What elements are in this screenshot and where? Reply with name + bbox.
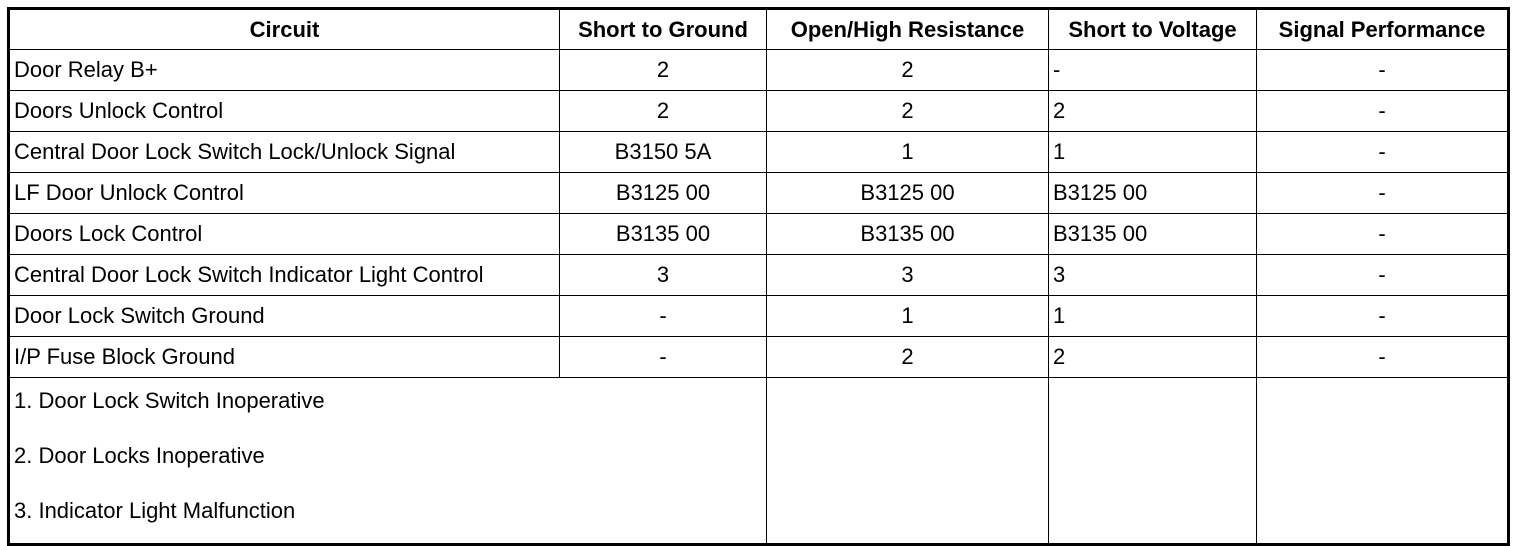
- notes-row: [9, 378, 1509, 545]
- note-item: 2. Door Locks Inoperative: [14, 443, 265, 468]
- header-row: [9, 9, 1509, 50]
- table-row: [9, 173, 1509, 214]
- header-short-to-ground: Short to Ground: [560, 9, 767, 50]
- header-signal-performance: Signal Performance: [1257, 9, 1509, 50]
- table-row: [9, 255, 1509, 296]
- short-to-voltage-cell: 2: [1049, 91, 1257, 132]
- table-row: [9, 50, 1509, 91]
- open-high-resistance-cell: 2: [767, 91, 1049, 132]
- open-high-resistance-cell: 2: [767, 337, 1049, 378]
- short-to-ground-cell: -: [560, 296, 767, 337]
- open-high-resistance-cell: B3135 00: [767, 214, 1049, 255]
- signal-performance-cell: -: [1257, 50, 1509, 91]
- empty-cell: [1257, 378, 1509, 545]
- header-circuit: Circuit: [9, 9, 560, 50]
- open-high-resistance-cell: 2: [767, 50, 1049, 91]
- open-high-resistance-cell: B3125 00: [767, 173, 1049, 214]
- signal-performance-cell: -: [1257, 91, 1509, 132]
- notes-cell: [9, 378, 767, 545]
- header-open-high-resistance: Open/High Resistance: [767, 9, 1049, 50]
- signal-performance-cell: -: [1257, 132, 1509, 173]
- short-to-voltage-cell: B3125 00: [1049, 173, 1257, 214]
- table-row: [9, 296, 1509, 337]
- signal-performance-cell: -: [1257, 255, 1509, 296]
- short-to-voltage-cell: 3: [1049, 255, 1257, 296]
- short-to-voltage-cell: 1: [1049, 296, 1257, 337]
- table-row: [9, 214, 1509, 255]
- empty-cell: [1049, 378, 1257, 545]
- short-to-ground-cell: B3135 00: [560, 214, 767, 255]
- short-to-voltage-cell: 1: [1049, 132, 1257, 173]
- circuit-name: LF Door Unlock Control: [9, 173, 560, 214]
- signal-performance-cell: -: [1257, 173, 1509, 214]
- circuit-fault-table: [7, 7, 1510, 546]
- short-to-voltage-cell: -: [1049, 50, 1257, 91]
- table-row: [9, 132, 1509, 173]
- header-short-to-voltage: Short to Voltage: [1049, 9, 1257, 50]
- circuit-name: Door Lock Switch Ground: [9, 296, 560, 337]
- open-high-resistance-cell: 1: [767, 132, 1049, 173]
- short-to-ground-cell: 2: [560, 50, 767, 91]
- note-item: 3. Indicator Light Malfunction: [14, 498, 296, 523]
- empty-cell: [767, 378, 1049, 545]
- circuit-name: Central Door Lock Switch Indicator Light Control: [9, 255, 560, 296]
- circuit-name: Central Door Lock Switch Lock/Unlock Signal: [9, 132, 560, 173]
- signal-performance-cell: -: [1257, 337, 1509, 378]
- short-to-ground-cell: B3150 5A: [560, 132, 767, 173]
- short-to-voltage-cell: 2: [1049, 337, 1257, 378]
- short-to-ground-cell: B3125 00: [560, 173, 767, 214]
- table-row: [9, 337, 1509, 378]
- circuit-name: Doors Unlock Control: [9, 91, 560, 132]
- open-high-resistance-cell: 3: [767, 255, 1049, 296]
- circuit-name: Door Relay B+: [9, 50, 560, 91]
- signal-performance-cell: -: [1257, 214, 1509, 255]
- short-to-ground-cell: 2: [560, 91, 767, 132]
- circuit-name: Doors Lock Control: [9, 214, 560, 255]
- circuit-name: I/P Fuse Block Ground: [9, 337, 560, 378]
- short-to-ground-cell: -: [560, 337, 767, 378]
- short-to-voltage-cell: B3135 00: [1049, 214, 1257, 255]
- note-item: 1. Door Lock Switch Inoperative: [14, 388, 325, 413]
- short-to-ground-cell: 3: [560, 255, 767, 296]
- table-row: [9, 91, 1509, 132]
- open-high-resistance-cell: 1: [767, 296, 1049, 337]
- signal-performance-cell: -: [1257, 296, 1509, 337]
